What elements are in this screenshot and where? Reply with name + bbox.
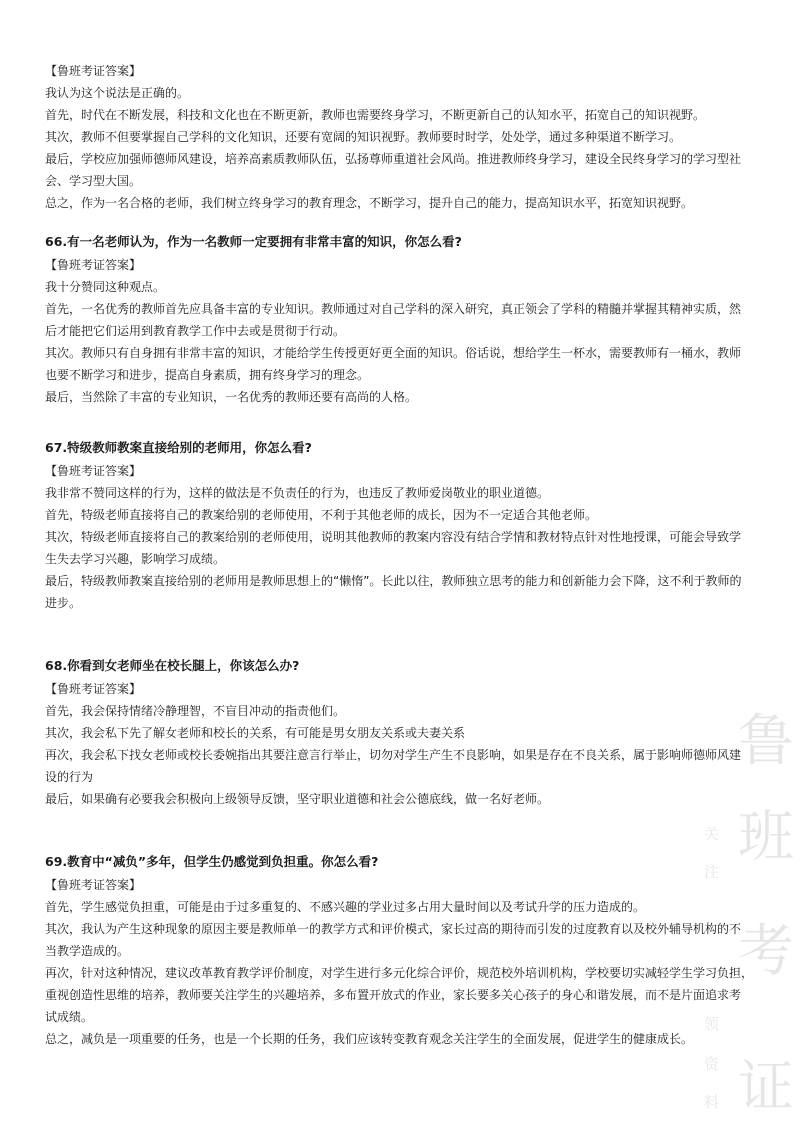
question-title: 67.特级教师教案直接给别的老师用，你怎么看? — [45, 440, 312, 455]
answer-line: 再次，我会私下找女老师或校长委婉指出其要注意言行举止，切勿对学生产生不良影响，如果是存在不良关系，属于影响师德师风建 — [45, 748, 742, 762]
answer-label: 【鲁班考证答案】 — [45, 878, 142, 892]
answer-line: 我认为这个说法是正确的。 — [45, 86, 190, 100]
answer-line: 首先，时代在不断发展，科技和文化也在不断更新，教师也需要终身学习，不断更新自己的认知水平，拓宽自己的知识视野。 — [45, 108, 706, 122]
answer-line: 重视创造性思维的培养，教师要关注学生的兴趣培养，多布置开放式的作业，家长要多关心孩子的身心和谐发展，而不是片面追求考 — [45, 988, 742, 1002]
watermark-char: 班 — [738, 805, 794, 870]
answer-line: 也要不断学习和进步，提高自身素质，拥有终身学习的理念。 — [45, 368, 370, 382]
answer-label: 【鲁班考证答案】 — [45, 64, 142, 78]
answer-line: 其次，特级老师直接将自己的教案给别的老师使用，说明其他教师的教案内容没有结合学情和教材特点针对性地授课，可能会导致学 — [45, 530, 742, 544]
document-page — [45, 60, 763, 1050]
answer-line: 生失去学习兴趣，影响学习成绩。 — [45, 552, 226, 566]
answer-label: 【鲁班考证答案】 — [45, 682, 142, 696]
answer-line: 会、学习型大国。 — [45, 174, 142, 188]
answer-line: 试成绩。 — [45, 1010, 94, 1024]
answer-line: 最后，特级教师教案直接给别的老师用是教师思想上的“懒惰”。长此以往，教师独立思考的能力和创新能力会下降，这不利于教师的 — [45, 574, 742, 588]
answer-label: 【鲁班考证答案】 — [45, 258, 142, 272]
answer-line: 其次。教师只有自身拥有非常丰富的知识，才能给学生传授更好更全面的知识。俗话说，想给学生一杯水，需要教师有一桶水，教师 — [45, 346, 742, 360]
watermark-char: 领 — [704, 1015, 720, 1033]
answer-line: 最后，如果确有必要我会积极向上级领导反馈，坚守职业道德和社会公德底线，做一名好老师。 — [45, 792, 550, 806]
answer-line: 首先，特级老师直接将自己的教案给别的老师使用，不利于其他老师的成长，因为不一定适合其他老师。 — [45, 508, 598, 522]
question-title: 68.你看到女老师坐在校长腿上，你该怎么办? — [45, 658, 300, 673]
watermark-char: 鲁 — [738, 709, 794, 774]
answer-line: 我非常不赞同这样的行为，这样的做法是不负责任的行为，也违反了教师爱岗敬业的职业道德。 — [45, 486, 550, 500]
answer-line: 最后，当然除了丰富的专业知识，一名优秀的教师还要有高尚的人格。 — [45, 390, 418, 404]
answer-line: 其次，我会私下先了解女老师和校长的关系，有可能是男女朋友关系或夫妻关系 — [45, 726, 466, 740]
answer-line: 总之，减负是一项重要的任务，也是一个长期的任务，我们应该转变教育观念关注学生的全面发展，促进学生的健康成长。 — [45, 1032, 694, 1046]
question-block-66 — [45, 230, 763, 404]
answer-line: 首先，我会保持情绪冷静理智，不盲目冲动的指责他们。 — [45, 704, 346, 718]
answer-label: 【鲁班考证答案】 — [45, 464, 142, 478]
watermark-char: 考 — [738, 919, 794, 984]
answer-line: 我十分赞同这种观点。 — [45, 280, 166, 294]
answer-line: 后才能把它们运用到教育教学工作中去或是贯彻于行动。 — [45, 324, 346, 338]
answer-line: 再次，针对这种情况，建议改革教育教学评价制度，对学生进行多元化综合评价，规范校外培训机构，学校要切实减轻学生学习负担， — [45, 966, 754, 980]
watermark-char: 料 — [704, 1093, 720, 1111]
answer-block-65 — [45, 60, 763, 214]
watermark-char: 资 — [704, 1055, 720, 1073]
watermark-char: 关 — [704, 825, 720, 843]
answer-line: 最后，学校应加强师德师风建设，培养高素质教师队伍，弘扬尊师重道社会风尚。推进教师终身学习，建设全民终身学习的学习型社 — [45, 152, 742, 166]
watermark-char: 注 — [704, 863, 720, 881]
watermark-char: 证 — [738, 1055, 794, 1120]
answer-line: 设的行为 — [45, 770, 94, 784]
question-block-67 — [45, 436, 763, 612]
answer-line: 当教学造成的。 — [45, 944, 130, 958]
question-block-69 — [45, 850, 763, 1050]
answer-line: 进步。 — [45, 596, 82, 610]
question-title: 66.有一名老师认为，作为一名教师一定要拥有非常丰富的知识，你怎么看? — [45, 234, 462, 249]
answer-line: 总之，作为一名合格的老师，我们树立终身学习的教育理念，不断学习，提升自己的能力，提高知识水平，拓宽知识视野。 — [45, 196, 694, 210]
answer-line: 其次，我认为产生这种现象的原因主要是教师单一的教学方式和评价模式，家长过高的期待而引发的过度教育以及校外辅导机构的不 — [45, 922, 742, 936]
question-block-68 — [45, 654, 763, 808]
question-title: 69.教育中“减负”多年，但学生仍感觉到负担重。你怎么看? — [45, 854, 379, 869]
answer-line: 首先，一名优秀的教师首先应具备丰富的专业知识。教师通过对自己学科的深入研究，真正领会了学科的精髓并掌握其精神实质，然 — [45, 302, 742, 316]
answer-line: 首先，学生感觉负担重，可能是由于过多重复的、不感兴趣的学业过多占用大量时间以及考试升学的压力造成的。 — [45, 900, 646, 914]
answer-line: 其次，教师不但要掌握自己学科的文化知识，还要有宽阔的知识视野。教师要时时学，处处学，通过多种渠道不断学习。 — [45, 130, 682, 144]
